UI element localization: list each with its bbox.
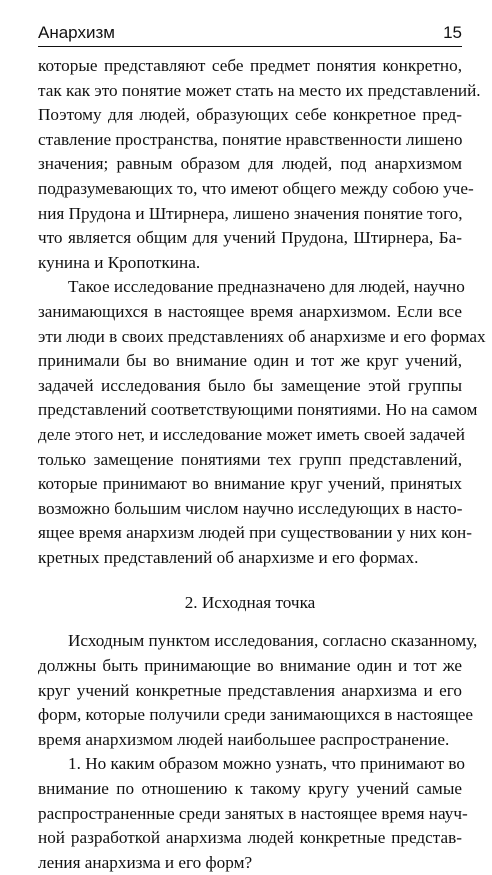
text-line: так как это понятие может стать на место их представлений. xyxy=(38,80,481,100)
text-line: время анархизмом людей наибольшее распространение. xyxy=(38,729,450,749)
text-line: кунина и Кропоткина. xyxy=(38,252,201,272)
page-body xyxy=(38,54,486,875)
paragraph-3 xyxy=(38,629,478,752)
text-line: распространенные среди занятых в настоящее время науч- xyxy=(38,803,468,823)
paragraph-2 xyxy=(38,275,486,570)
section-heading: 2. Исходная точка xyxy=(184,593,316,613)
running-header xyxy=(38,22,462,44)
text-line: задачей исследования было бы замещение этой группы xyxy=(38,375,462,395)
text-line: эти люди в своих представлениях об анархизме и его формах xyxy=(38,326,486,346)
text-line: внимание по отношению к такому кругу учений самые xyxy=(38,779,462,799)
text-line: которые представляют себе предмет понятия конкретно, xyxy=(38,56,462,75)
text-line: что является общим для учений Прудона, Штирнера, Ба- xyxy=(38,228,462,248)
text-line: форм, которые получили среди занимающихся в настоящее xyxy=(38,705,474,725)
paragraph-1 xyxy=(38,54,481,275)
spacer xyxy=(38,618,462,629)
text-line: Такое исследование предназначено для людей, научно xyxy=(68,277,465,297)
text-line: Поэтому для людей, образующих себе конкретное пред- xyxy=(38,105,462,125)
running-title: Анархизм xyxy=(38,23,115,42)
text-line: ной разработкой анархизма людей конкретные представ- xyxy=(38,828,462,848)
text-line: ящее время анархизм людей при существовании у них кон- xyxy=(38,523,472,543)
spacer xyxy=(38,570,462,588)
text-line: деле этого нет, и исследование может иметь своей задачей xyxy=(38,424,465,444)
text-line: ления анархизма и его форм? xyxy=(38,852,253,872)
text-line: представлений соответствующими понятиями. Но на самом xyxy=(38,400,478,420)
text-line: Исходным пунктом исследования, согласно сказанному, xyxy=(68,631,478,651)
text-line: занимающихся в настоящее время анархизмом. Если все xyxy=(38,301,462,321)
text-line: подразумевающих то, что имеют общего между собою уче- xyxy=(38,178,474,198)
paragraph-4 xyxy=(38,752,468,875)
text-line: ния Прудона и Штирнера, лишено значения понятие того, xyxy=(38,203,463,223)
text-line: круг учений конкретные представления анархизма и его xyxy=(38,680,462,700)
text-line: кретных представлений об анархизме и его формах. xyxy=(38,547,419,567)
page-number: 15 xyxy=(443,23,462,42)
header-rule xyxy=(38,46,462,47)
text-line: 1. Но каким образом можно узнать, что принимают во xyxy=(68,754,465,774)
text-line: возможно большим числом научно исследующих в насто- xyxy=(38,498,463,518)
text-line: должны быть принимающие во внимание один и тот же xyxy=(38,656,462,676)
text-line: только замещение понятиями тех групп представлений, xyxy=(38,449,462,469)
text-line: которые принимают во внимание круг учений, принятых xyxy=(38,474,462,494)
text-line: ставление пространства, понятие нравственности лишено xyxy=(38,129,463,149)
text-line: значения; равным образом для людей, под анархизмом xyxy=(38,154,462,174)
text-line: принимали бы во внимание один и тот же круг учений, xyxy=(38,351,462,371)
